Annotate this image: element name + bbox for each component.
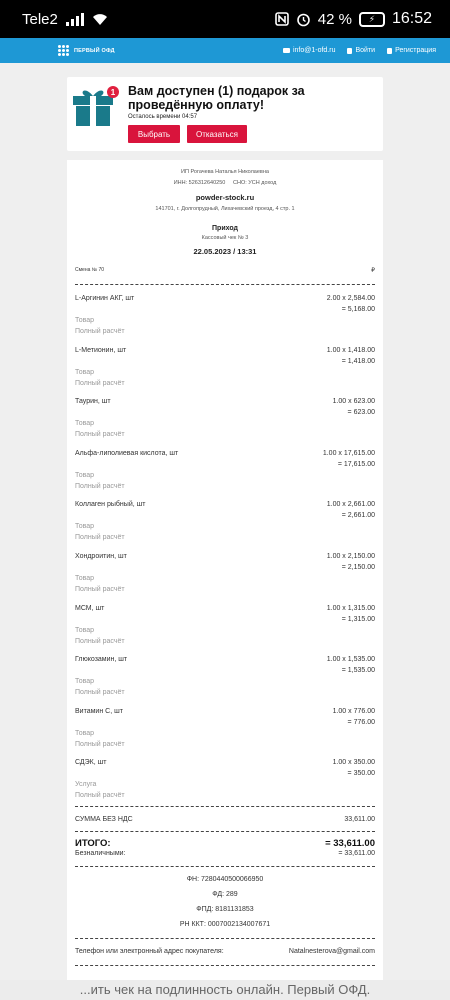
item-qty: 1.00 x 1,315.00 xyxy=(326,604,375,612)
no-vat-row xyxy=(75,816,375,823)
carrier-name: Tele2 xyxy=(22,10,58,28)
item-sum: = 1,535.00 xyxy=(341,667,375,675)
item-pay: Полный расчёт xyxy=(75,792,125,800)
receipt-datetime: 22.05.2023 / 13:31 xyxy=(193,247,257,256)
item-name: L-Аргинин АКГ, шт xyxy=(75,295,135,302)
item-kind: Товар xyxy=(75,368,95,376)
wifi-icon xyxy=(92,13,108,26)
clock-time: 16:52 xyxy=(391,10,432,27)
register-text: Регистрация xyxy=(395,47,436,54)
item-kind: Товар xyxy=(75,626,95,634)
login-link[interactable] xyxy=(347,47,375,54)
receipt-item xyxy=(75,600,375,652)
cashless-value: = 33,611.00 xyxy=(338,850,375,857)
item-kind: Услуга xyxy=(75,781,97,789)
email-link[interactable] xyxy=(283,47,336,54)
item-kind: Товар xyxy=(75,420,95,428)
item-name: Коллаген рыбный, шт xyxy=(75,501,146,509)
item-sum: = 2,150.00 xyxy=(341,563,375,571)
item-pay: Полный расчёт xyxy=(75,379,125,387)
item-kind: Товар xyxy=(75,574,95,582)
item-kind: Товар xyxy=(75,523,95,531)
item-pay: Полный расчёт xyxy=(75,328,125,335)
cashless-label: Безналичными: xyxy=(75,850,126,857)
item-name: Хондроитин, шт xyxy=(75,552,127,560)
receipt-items xyxy=(75,290,375,806)
item-name: СДЭК, шт xyxy=(75,759,107,767)
nfc-icon xyxy=(275,12,289,26)
alarm-icon xyxy=(296,12,311,27)
fiscal-fd: ФД: 289 xyxy=(212,891,238,898)
buyer-label: Телефон или электронный адрес покупателя: xyxy=(75,948,224,955)
item-pay: Полный расчёт xyxy=(75,740,125,748)
item-qty: 1.00 x 1,535.00 xyxy=(326,656,375,664)
logo-text: ПЕРВЫЙ ОФД xyxy=(74,47,115,54)
receipt-tax: СНО: УСН доход xyxy=(233,180,277,186)
mail-icon xyxy=(283,48,290,53)
item-pay: Полный расчёт xyxy=(75,585,125,593)
lock-icon xyxy=(387,48,392,54)
receipt-owner: ИП Рогачева Наталья Николаевна xyxy=(181,169,269,175)
receipt-item xyxy=(75,290,375,342)
receipt-item xyxy=(75,651,375,703)
ofd-logo-icon xyxy=(58,45,70,57)
item-name: Глюкозамин, шт xyxy=(75,656,128,664)
bottom-banner[interactable]: ...ить чек на подлинность онлайн. Первый ОФД. xyxy=(0,980,450,1000)
login-icon xyxy=(347,48,352,54)
item-pay: Полный расчёт xyxy=(75,482,125,490)
choose-button[interactable]: Выбрать xyxy=(128,125,180,143)
receipt-item xyxy=(75,548,375,600)
receipt-inn-row xyxy=(67,180,383,186)
item-name: Альфа-липолиевая кислота, шт xyxy=(75,449,179,457)
divider xyxy=(75,831,375,832)
item-name: L-Метионин, шт xyxy=(75,346,127,354)
item-qty: 1.00 x 17,615.00 xyxy=(322,449,375,457)
receipt-shift: Смена № 70 xyxy=(75,267,105,273)
email-text: info@1-ofd.ru xyxy=(292,47,336,54)
gift-timer: Осталось времени 04:57 xyxy=(128,114,198,120)
item-qty: 1.00 x 2,661.00 xyxy=(326,501,375,509)
item-name: Витамин С, шт xyxy=(75,707,123,715)
receipt-item xyxy=(75,703,375,755)
item-qty: 1.00 x 350.00 xyxy=(332,759,375,767)
receipt-item xyxy=(75,496,375,548)
item-kind: Товар xyxy=(75,317,95,324)
item-sum: = 1,418.00 xyxy=(341,357,375,365)
item-pay: Полный расчёт xyxy=(75,431,125,439)
item-kind: Товар xyxy=(75,678,95,686)
item-qty: 1.00 x 2,150.00 xyxy=(326,552,375,560)
fiscal-fn: ФН: 7280440500066950 xyxy=(186,876,264,883)
receipt xyxy=(67,160,383,980)
receipt-inn: ИНН: 526312640250 xyxy=(173,180,226,186)
status-bar xyxy=(0,0,450,38)
item-sum: = 1,315.00 xyxy=(341,615,375,623)
item-sum: = 623.00 xyxy=(347,409,375,417)
receipt-shop: powder-stock.ru xyxy=(195,193,255,202)
item-qty: 1.00 x 776.00 xyxy=(332,707,375,715)
receipt-item xyxy=(75,393,375,445)
item-kind: Товар xyxy=(75,729,95,737)
buyer-contact-row xyxy=(75,948,375,955)
total-row xyxy=(75,838,375,849)
receipt-check-number: Кассовый чек № 3 xyxy=(201,235,249,241)
site-logo[interactable] xyxy=(58,45,115,57)
receipt-item xyxy=(75,445,375,497)
site-header xyxy=(0,38,450,63)
gift-title: Вам доступен (1) подарок за проведённую оплату! xyxy=(128,84,305,112)
divider xyxy=(75,284,375,285)
total-value: = 33,611.00 xyxy=(325,838,375,849)
receipt-item xyxy=(75,342,375,394)
divider xyxy=(75,866,375,867)
register-link[interactable] xyxy=(387,47,436,54)
buyer-value: Natalnesterova@gmail.com xyxy=(288,948,375,955)
receipt-currency: ₽ xyxy=(371,268,375,274)
item-qty: 1.00 x 623.00 xyxy=(332,398,375,406)
refuse-button[interactable]: Отказаться xyxy=(187,125,247,143)
login-text: Войти xyxy=(355,47,376,54)
total-label: ИТОГО: xyxy=(75,838,111,849)
item-sum: = 5,168.00 xyxy=(341,306,375,313)
divider xyxy=(75,806,375,807)
receipt-item xyxy=(75,754,375,806)
item-qty: 1.00 x 1,418.00 xyxy=(326,346,375,354)
fiscal-fpd: ФПД: 8181131853 xyxy=(196,906,254,913)
item-sum: = 350.00 xyxy=(347,770,375,778)
item-kind: Товар xyxy=(75,471,95,479)
gift-count-badge: 1 xyxy=(107,86,119,98)
item-pay: Полный расчёт xyxy=(75,534,125,542)
receipt-address: 141701, г. Долгопрудный, Лихачевский проезд, 4 стр. 1 xyxy=(155,206,295,212)
item-sum: = 2,661.00 xyxy=(341,512,375,520)
divider xyxy=(75,965,375,966)
battery-percent: 42 % xyxy=(317,10,352,28)
no-vat-value: 33,611.00 xyxy=(344,816,375,823)
receipt-type: Приход xyxy=(212,225,238,232)
item-pay: Полный расчёт xyxy=(75,689,125,697)
item-pay: Полный расчёт xyxy=(75,637,125,645)
no-vat-label: СУММА БЕЗ НДС xyxy=(75,816,133,823)
signal-icon xyxy=(66,12,84,26)
item-name: МСМ, шт xyxy=(75,604,105,612)
item-sum: = 17,615.00 xyxy=(337,460,375,468)
item-qty: 2.00 x 2,584.00 xyxy=(326,295,375,302)
divider xyxy=(75,938,375,939)
item-name: Таурин, шт xyxy=(75,398,111,406)
battery-icon: ⚡ xyxy=(359,12,385,27)
fiscal-rn-kkt: РН ККТ: 0007002134007671 xyxy=(179,921,271,928)
cashless-row xyxy=(75,850,375,857)
item-sum: = 776.00 xyxy=(347,718,375,726)
gift-offer-card xyxy=(67,77,383,151)
